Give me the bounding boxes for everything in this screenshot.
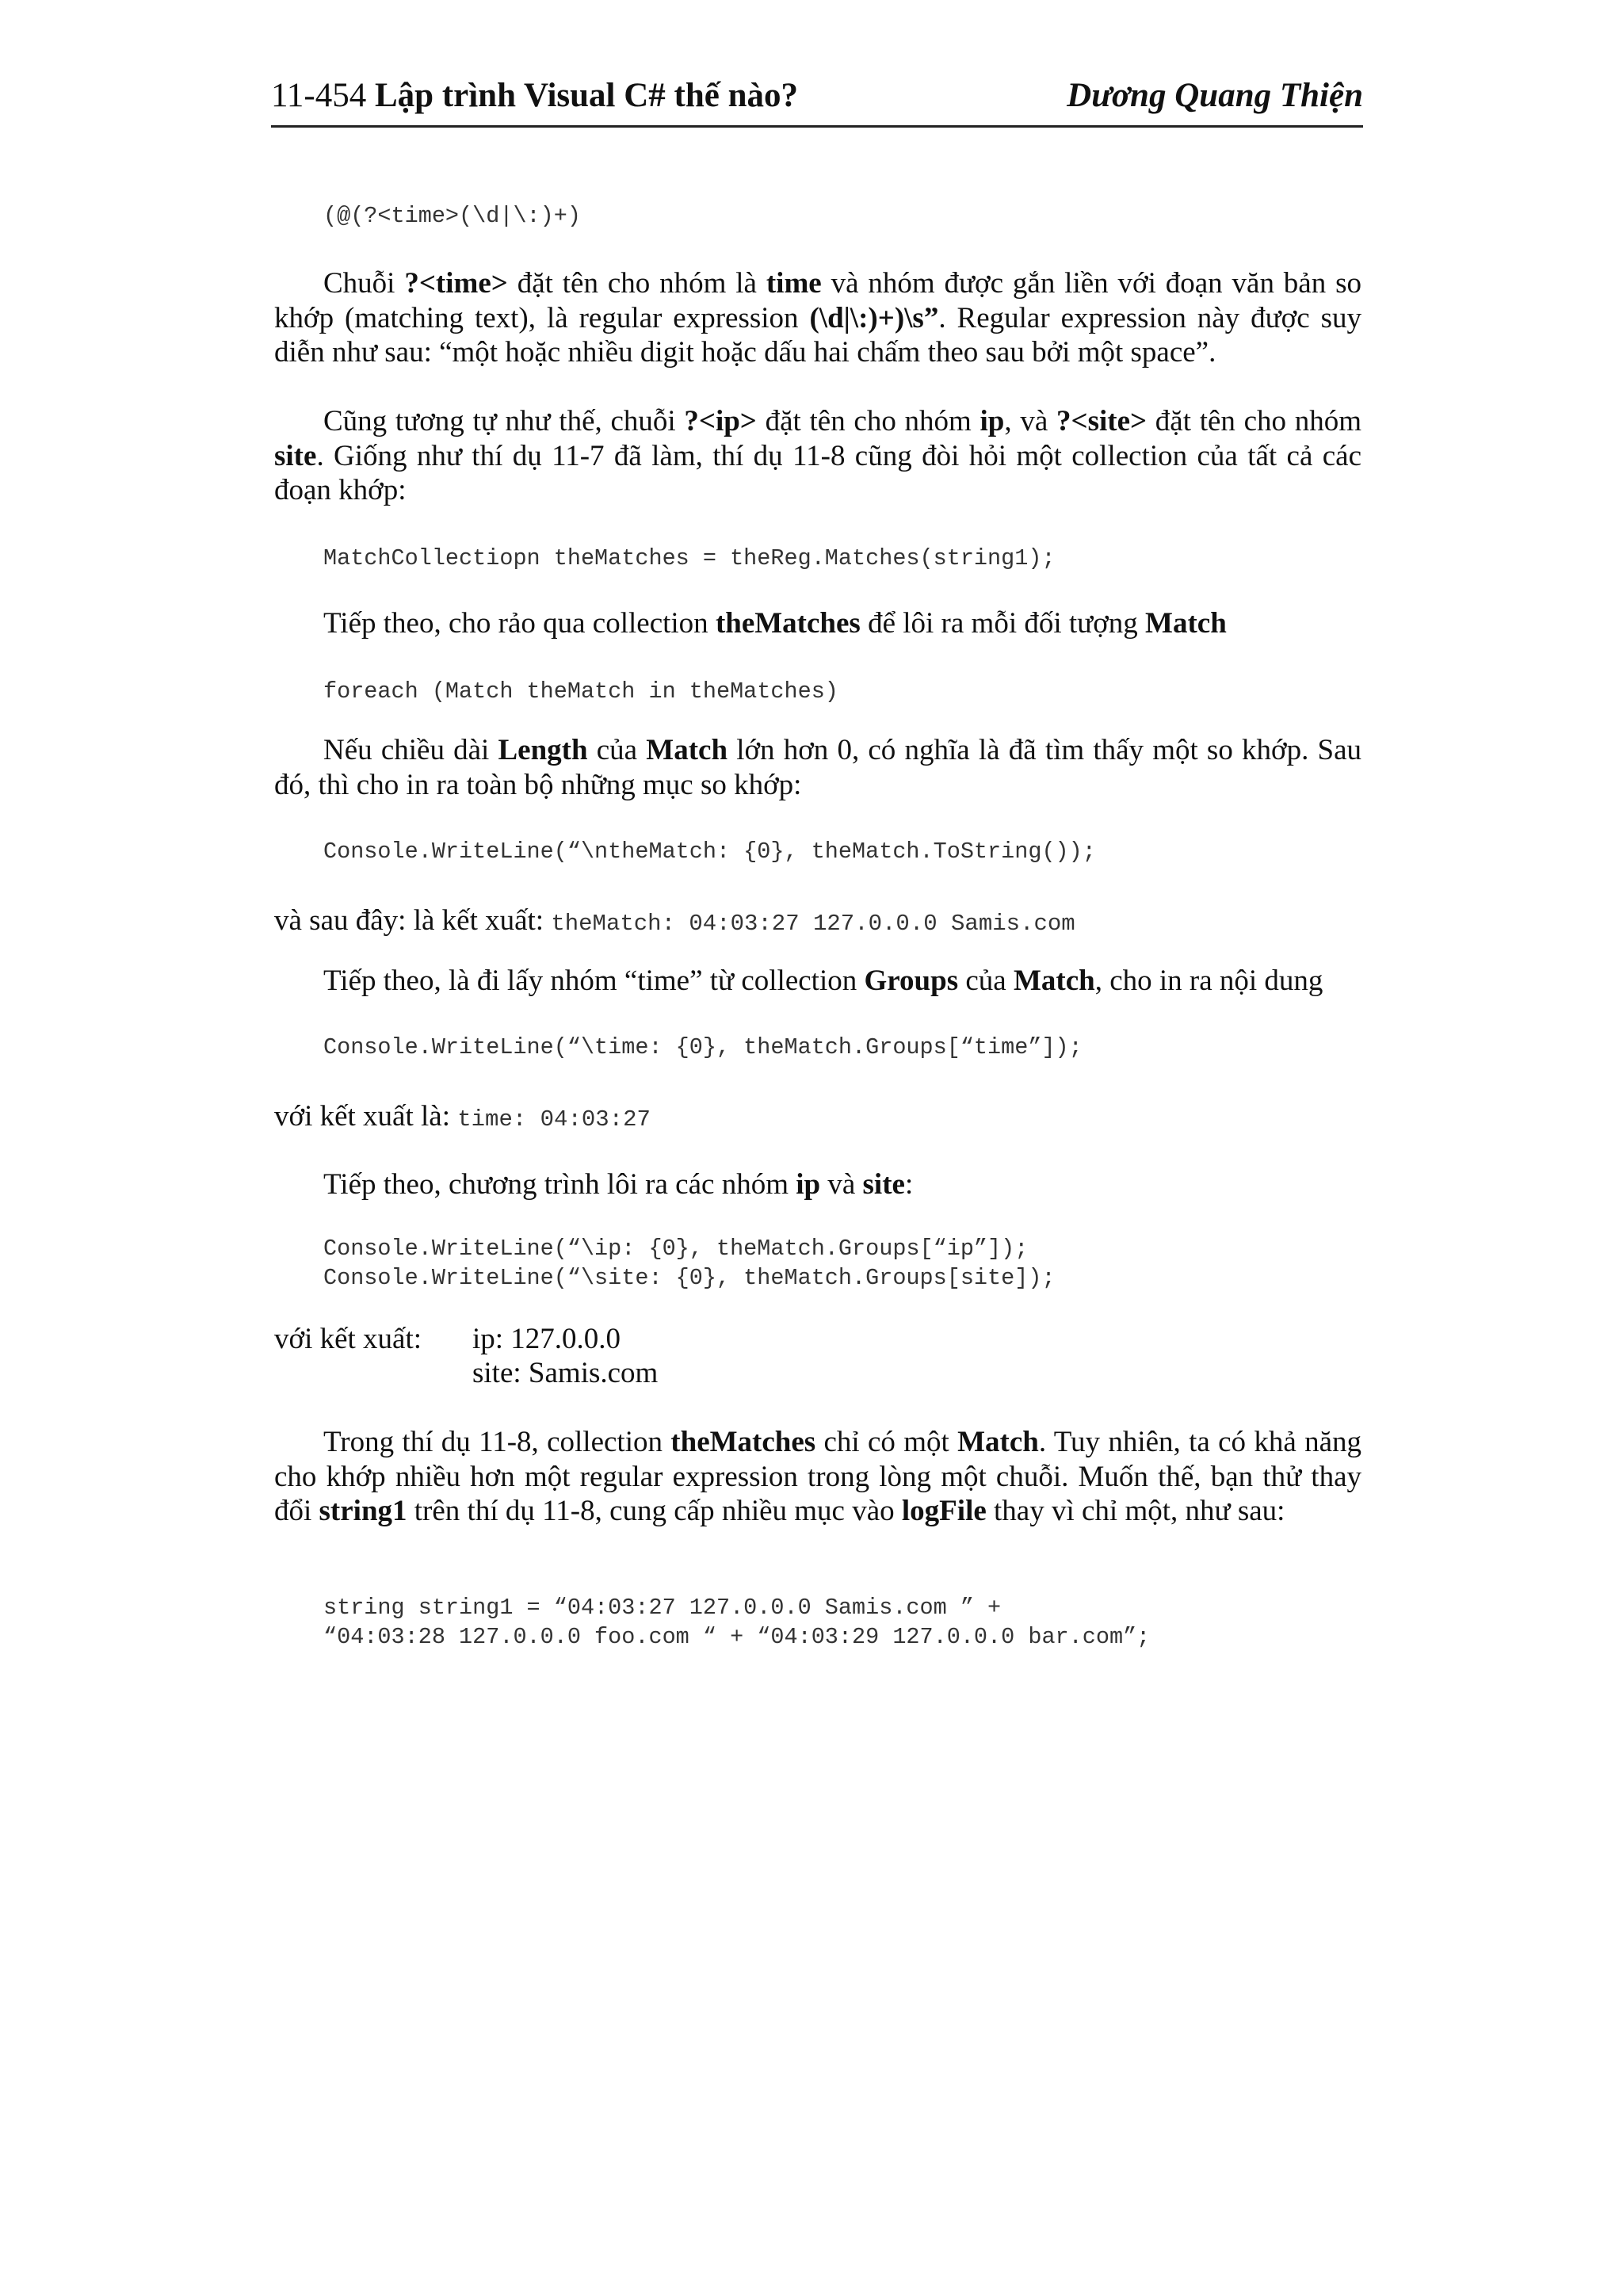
code-line: Console.WriteLine(“\site: {0}, theMatch.Groups[site]); — [323, 1265, 1056, 1291]
bold-text: site — [274, 439, 317, 472]
output-code: theMatch: 04:03:27 127.0.0.0 Samis.com — [551, 911, 1075, 937]
bold-text: Groups — [864, 965, 959, 997]
text: của — [587, 734, 647, 766]
text: Tiếp theo, chương trình lôi ra các nhóm — [323, 1168, 796, 1201]
text: Chuỗi — [323, 267, 405, 300]
paragraph — [274, 1425, 1361, 1529]
paragraph — [274, 404, 1361, 508]
bold-text: theMatches — [670, 1426, 816, 1458]
code-line: Console.WriteLine(“\ip: {0}, theMatch.Groups[“ip”]); — [323, 1236, 1029, 1262]
text: của — [958, 965, 1014, 997]
output-line — [274, 904, 1075, 942]
bold-text: Match — [1013, 965, 1095, 997]
bold-text: ip — [796, 1168, 821, 1201]
book-title: Lập trình Visual C# thế nào? — [374, 77, 799, 114]
bold-text: ip — [980, 405, 1005, 437]
code-line: Console.WriteLine(“\ntheMatch: {0}, theMatch.ToString()); — [323, 839, 1096, 865]
output-label: với kết xuất: — [274, 1323, 422, 1355]
code-line: string string1 = “04:03:27 127.0.0.0 Samis.com ” + — [323, 1595, 1002, 1621]
text: Cũng tương tự như thế, chuỗi — [323, 405, 685, 437]
bold-text: string1 — [319, 1495, 407, 1527]
bold-text: Length — [498, 734, 588, 766]
page-header — [271, 73, 1363, 128]
code-line: (@(?<time>(\d|\:)+) — [323, 203, 581, 229]
bold-text: Match — [957, 1426, 1039, 1458]
bold-text: theMatches — [715, 607, 861, 640]
bold-text: Match — [646, 734, 728, 766]
output-label: với kết xuất là: — [274, 1100, 458, 1133]
bold-text: ?<site> — [1056, 405, 1148, 437]
text: Trong thí dụ 11-8, collection — [323, 1426, 671, 1458]
text: thay vì chỉ một, như sau: — [986, 1495, 1285, 1527]
text: đặt tên cho nhóm là — [507, 267, 766, 300]
output-value: site: Samis.com — [472, 1357, 659, 1389]
text: lớn hơn 0, có nghĩa là đã tìm thấy một so khớp. Sau đó, thì cho in ra toàn bộ những mục so khớp: — [274, 734, 1361, 801]
code-line: MatchCollectiopn theMatches = theReg.Matches(string1); — [323, 545, 1056, 571]
text: đặt tên cho nhóm — [756, 405, 980, 437]
bold-text: logFile — [901, 1495, 987, 1527]
text: Tiếp theo, cho rảo qua collection — [323, 607, 716, 640]
bold-text: ?<ip> — [684, 405, 757, 437]
text: Nếu chiều dài — [323, 734, 498, 766]
text: : — [904, 1168, 914, 1201]
header-left — [271, 76, 798, 115]
paragraph — [274, 606, 1361, 641]
output-value: ip: 127.0.0.0 — [472, 1323, 621, 1355]
text: trên thí dụ 11-8, cung cấp nhiều mục vào — [407, 1495, 902, 1527]
text: . Tuy nhiên, ta có khả năng cho khớp nhiều hơn một regular expression trong lòng một chuỗi. Muốn thế, bạn thử thay đổi — [274, 1426, 1362, 1527]
output-line — [274, 1099, 651, 1137]
bold-text: time — [766, 267, 822, 300]
page-number: 11-454 — [271, 77, 367, 114]
text: Tiếp theo, là đi lấy nhóm “time” từ collection — [323, 965, 865, 997]
text: , cho in ra nội dung — [1094, 965, 1323, 997]
code-line: “04:03:28 127.0.0.0 foo.com “ + “04:03:29 127.0.0.0 bar.com”; — [323, 1624, 1151, 1650]
paragraph — [274, 964, 1361, 999]
text: để lôi ra mỗi đối tượng — [860, 607, 1146, 640]
text: . Giống như thí dụ 11-7 đã làm, thí dụ 11-8 cũng đòi hỏi một collection của tất cả các đoạn khớp: — [274, 439, 1361, 506]
paragraph — [274, 1167, 1361, 1202]
author-name: Dương Quang Thiện — [1067, 77, 1363, 114]
paragraph — [274, 733, 1361, 802]
bold-text: ?<time> — [404, 267, 508, 300]
text: và nhóm được gắn liền với đoạn văn bản so khớp (matching text), là regular expression — [274, 267, 1361, 334]
text: chỉ có một — [815, 1426, 958, 1458]
output-label: và sau đây: là kết xuất: — [274, 904, 552, 937]
text: , và — [1004, 405, 1056, 437]
text: và — [820, 1168, 863, 1201]
paragraph — [274, 266, 1361, 370]
code-line: foreach (Match theMatch in theMatches) — [323, 678, 838, 705]
bold-text: (\d|\:)+)\s” — [809, 301, 939, 334]
text: . Regular expression này được suy diễn như sau: “một hoặc nhiều digit hoặc dấu hai chấm theo sau bởi một space”. — [274, 301, 1362, 369]
output-code: time: 04:03:27 — [457, 1106, 651, 1133]
bold-text: site — [862, 1168, 905, 1201]
bold-text: Match — [1145, 607, 1227, 640]
code-line: Console.WriteLine(“\time: {0}, theMatch.Groups[“time”]); — [323, 1034, 1083, 1060]
text: đặt tên cho nhóm — [1147, 405, 1362, 437]
